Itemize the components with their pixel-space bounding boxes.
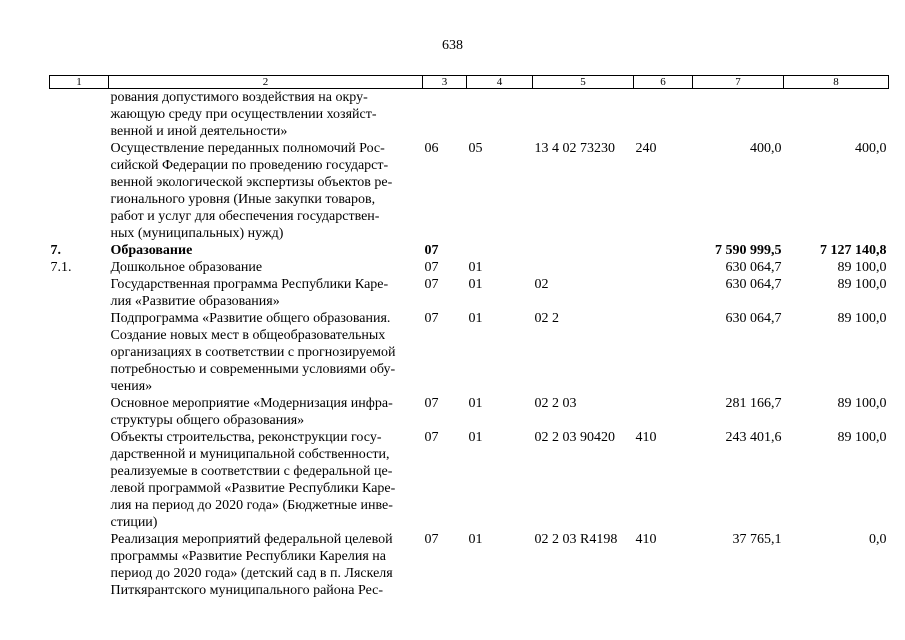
expense-type-code: 410 <box>635 430 657 445</box>
page-number: 638 <box>442 38 463 53</box>
section-code: 07 <box>424 311 439 326</box>
row-name-line: реализуемые в соответствии с федеральной це- <box>110 464 393 479</box>
section-code: 07 <box>424 396 439 411</box>
row-name-line: Реализация мероприятий федеральной целевой <box>110 532 393 547</box>
expense-type-code <box>634 259 693 276</box>
target-article-code <box>533 242 634 259</box>
row-name-line: чения» <box>110 379 153 394</box>
subsection-code: 01 <box>468 532 483 547</box>
amount-column-7: 630 064,7 <box>725 277 782 292</box>
table-row <box>50 259 889 276</box>
amount-column-8: 400,0 <box>855 141 887 156</box>
row-name-line: рования допустимого воздействия на окру- <box>110 90 368 105</box>
expense-type-code <box>634 310 693 395</box>
amount-column-7: 243 401,6 <box>725 430 782 445</box>
column-header-2: 2 <box>109 76 423 89</box>
row-name <box>109 276 423 310</box>
row-name <box>109 395 423 429</box>
column-header-5: 5 <box>533 76 634 89</box>
target-article-code: 02 2 03 R4198 <box>534 532 618 547</box>
row-name-line: Образование <box>110 243 193 258</box>
row-number <box>50 140 109 242</box>
amount-column-8: 0,0 <box>869 532 887 547</box>
row-name <box>109 140 423 242</box>
row-name-line: работ и услуг для обеспечения государствен- <box>110 209 380 224</box>
row-number: 7.1. <box>50 260 72 275</box>
table-row <box>50 531 889 599</box>
table-row <box>50 276 889 310</box>
expense-type-code <box>634 242 693 259</box>
row-name-line: жающую среду при осуществлении хозяйст- <box>110 107 377 122</box>
table-row <box>50 395 889 429</box>
column-header-6: 6 <box>634 76 693 89</box>
subsection-code: 01 <box>468 277 483 292</box>
table-row <box>50 140 889 242</box>
subsection-code: 05 <box>468 141 483 156</box>
table-row <box>50 310 889 395</box>
row-name <box>109 531 423 599</box>
row-number <box>50 310 109 395</box>
amount-column-8: 89 100,0 <box>837 311 887 326</box>
row-name-line: Подпрограмма «Развитие общего образования. <box>110 311 391 326</box>
budget-table <box>49 75 889 599</box>
row-name-line: Создание новых мест в общеобразовательных <box>110 328 386 343</box>
section-code: 06 <box>424 141 439 156</box>
row-name-line: структуры общего образования» <box>110 413 305 428</box>
subsection-code: 01 <box>468 260 483 275</box>
section-code: 07 <box>424 532 439 547</box>
expense-type-code <box>634 276 693 310</box>
row-name <box>109 259 423 276</box>
amount-column-7: 281 166,7 <box>725 396 782 411</box>
section-code <box>423 89 467 141</box>
table-body <box>50 89 889 600</box>
row-name-line: программы «Развитие Республики Карелия на <box>110 549 386 564</box>
row-name-line: венной и иной деятельности» <box>110 124 288 139</box>
amount-column-7: 400,0 <box>750 141 782 156</box>
target-article-code: 02 <box>534 277 549 292</box>
row-name <box>109 310 423 395</box>
row-name-line: Питкярантского муниципального района Рес- <box>110 583 384 598</box>
row-number: 7. <box>50 243 61 258</box>
row-name-line: потребностью и современными условиями обу- <box>110 362 396 377</box>
table-row <box>50 242 889 259</box>
target-article-code: 02 2 03 90420 <box>534 430 615 445</box>
amount-column-7: 37 765,1 <box>732 532 782 547</box>
amount-column-8: 7 127 140,8 <box>820 243 887 258</box>
row-number <box>50 276 109 310</box>
subsection-code: 01 <box>468 430 483 445</box>
column-header-4: 4 <box>467 76 533 89</box>
target-article-code <box>533 89 634 141</box>
target-article-code: 02 2 03 <box>534 396 577 411</box>
row-name-line: гионального уровня (Иные закупки товаров, <box>110 192 376 207</box>
amount-column-8: 89 100,0 <box>837 260 887 275</box>
section-code: 07 <box>424 260 439 275</box>
expense-type-code <box>634 89 693 141</box>
row-name-line: лия на период до 2020 года» (Бюджетные инве- <box>110 498 393 513</box>
amount-column-7 <box>693 89 784 141</box>
amount-column-8 <box>784 89 889 141</box>
target-article-code: 13 4 02 73230 <box>534 141 615 156</box>
expense-type-code: 410 <box>635 532 657 547</box>
column-header-1: 1 <box>50 76 109 89</box>
row-name-line: ных (муниципальных) нужд) <box>110 226 284 241</box>
row-name-line: период до 2020 года» (детский сад в п. Ляскеля <box>110 566 393 581</box>
row-name-line: Государственная программа Республики Каре- <box>110 277 389 292</box>
row-name-line: Осуществление переданных полномочий Рос- <box>110 141 385 156</box>
row-name-line: Дошкольное образование <box>110 260 263 275</box>
subsection-code <box>467 242 533 259</box>
subsection-code: 01 <box>468 311 483 326</box>
row-number <box>50 429 109 531</box>
expense-type-code: 240 <box>635 141 657 156</box>
amount-column-8: 89 100,0 <box>837 396 887 411</box>
row-name-line: левой программой «Развитие Республики Каре- <box>110 481 396 496</box>
row-number <box>50 395 109 429</box>
row-name-line: сийской Федерации по проведению государст- <box>110 158 389 173</box>
target-article-code <box>533 259 634 276</box>
row-name-line: лия «Развитие образования» <box>110 294 280 309</box>
row-name <box>109 89 423 141</box>
amount-column-8: 89 100,0 <box>837 277 887 292</box>
subsection-code <box>467 89 533 141</box>
row-name <box>109 429 423 531</box>
row-name-line: венной экологической экспертизы объектов ре- <box>110 175 393 190</box>
section-code: 07 <box>424 243 439 258</box>
row-name-line: стиции) <box>110 515 158 530</box>
amount-column-7: 7 590 999,5 <box>715 243 782 258</box>
amount-column-7: 630 064,7 <box>725 260 782 275</box>
row-number <box>50 531 109 599</box>
row-name-line: дарственной и муниципальной собственности, <box>110 447 390 462</box>
amount-column-7: 630 064,7 <box>725 311 782 326</box>
column-number-header <box>50 76 889 89</box>
row-name <box>109 242 423 259</box>
row-number <box>50 89 109 141</box>
row-name-line: Объекты строительства, реконструкции госу- <box>110 430 382 445</box>
row-name-line: организациях в соответствии с прогнозируемой <box>110 345 396 360</box>
table-row <box>50 429 889 531</box>
table-row <box>50 89 889 141</box>
target-article-code: 02 2 <box>534 311 559 326</box>
expense-type-code <box>634 395 693 429</box>
section-code: 07 <box>424 430 439 445</box>
column-header-3: 3 <box>423 76 467 89</box>
row-name-line: Основное мероприятие «Модернизация инфра- <box>110 396 393 411</box>
column-header-8: 8 <box>784 76 889 89</box>
section-code: 07 <box>424 277 439 292</box>
subsection-code: 01 <box>468 396 483 411</box>
column-header-7: 7 <box>693 76 784 89</box>
amount-column-8: 89 100,0 <box>837 430 887 445</box>
